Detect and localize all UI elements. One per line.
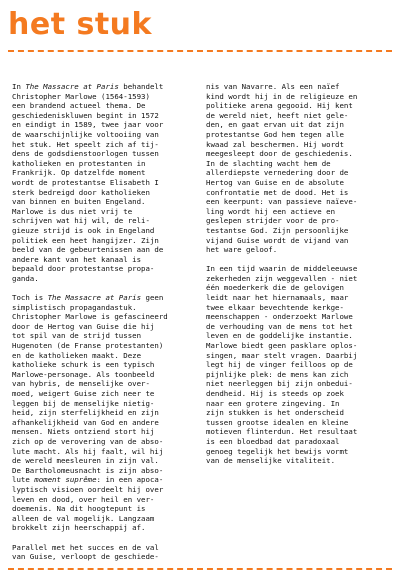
- dashed-rule-bottom: [8, 568, 392, 570]
- emphasis: moment suprême: [34, 475, 97, 485]
- page-title: het stuk: [8, 7, 152, 42]
- text: behandelt Christopher Marlowe (1564-1593) een brandend actueel thema. De geschiedeniskluwen begint in 1572 en eindigt in 1589, twee jaar voor de waarschijnlijke voltooiing van het stuk. Het speelt zich af tij- dens de godsdienstoorlogen tussen katholieken en protestanten in Frankrijk. Op datzelfde moment wordt de protestantse Elisabeth I sterk bedreigd door katholieken van binnen en buiten Engeland. Marlowe is dus niet vrij te schrijven wat hij wil, de reli- gieuze strijd is ook in Engeland politiek een heet hangijzer. Zijn beeld van de gebeurtenissen aan de andere kant van het kanaal is bepaald door protestantse propa- ganda.: [12, 82, 164, 283]
- paragraph-intro: [12, 82, 195, 283]
- paragraph-guise: [12, 293, 195, 533]
- paragraph-navarre: nis van Navarre. Als een naïef kind wordt hij in de religieuze en politieke arena gegooid. Hij kent de wereld niet, heeft niet gele- den, en gaat ervan uit dat zijn protestantse God hem tegen alle kwaad zal beschermen. Hij wordt meegesleept door de geschiedenis. In de slachting wacht hem de allerdiepste vernedering door de Hertog van Guise en de absolute confrontatie met de dood. Het is een keerpunt: van passieve naïeve- ling wordt hij een actieve en geslepen strijder voor de pro- testantse God. Zijn persoonlijke vijand Guise wordt de vijand van het ware geloof.: [206, 82, 358, 255]
- paragraph-marlowe: In een tijd waarin de middeleeuwse zekerheden zijn weggevallen - niet één moederkerk die de gelovigen leidt naar het hiernamaals, maar twee elkaar bevechtende kerkge- meenschappen - onderzoekt Marlowe de verhouding van de mens tot het leven en de goddelijke instantie. Marlowe biedt geen pasklare oplos- singen, maar stelt vragen. Daarbij legt hij de vinger feilloos op de pijnlijke plek: de mens kan zich niet neerleggen bij zijn onbedui- dendheid. Hij is steeds op zoek naar een grotere zingeving. In zijn stukken is het onderscheid tussen grootse idealen en kleine motieven flinterdun. Het resultaat is een bloedbad dat paradoxaal genoeg tegelijk het bewijs vormt van de menselijke vitaliteit.: [206, 264, 358, 466]
- text: geen simplistisch propagandastuk. Christopher Marlowe is gefascineerd door de Hertog van Guise die hij tot spil van de strijd tussen Hugenoten (de Franse protestanten) en de katholieken maakt. Deze katholieke schurk is een typisch Marlowe-personage. Als toonbeeld van hybris, de menselijke over- moed, weigert Guise zich neer te leggen bij de menselijke nietig- heid, zijn sterfelijkheid en zijn afhankelijkheid van God en andere mensen. Niets ontziend stort hij zich op de verovering van de abso- lute macht. Als hij faalt, wil hij de wereld meesleuren in zijn val. De Bartholomeusnacht is zijn abso- lute: [12, 293, 168, 485]
- left-column: [12, 82, 195, 571]
- text: : in een apoca- lyptisch visioen oordeelt hij over leven en dood, over heil en ver- doemenis. Na dit hoogtepunt is alleen de val mogelijk. Langzaam brokkelt zijn heerschappij af.: [12, 475, 164, 533]
- play-title: The Massacre at Paris: [25, 82, 119, 91]
- dashed-rule-top: [8, 50, 392, 52]
- text: Toch is: [12, 293, 48, 303]
- text: In: [12, 82, 26, 91]
- play-title: The Massacre at Paris: [47, 293, 142, 303]
- paragraph-parallel: Parallel met het succes en de val van Guise, verloopt de geschiede-: [12, 542, 159, 562]
- right-column: [206, 82, 389, 475]
